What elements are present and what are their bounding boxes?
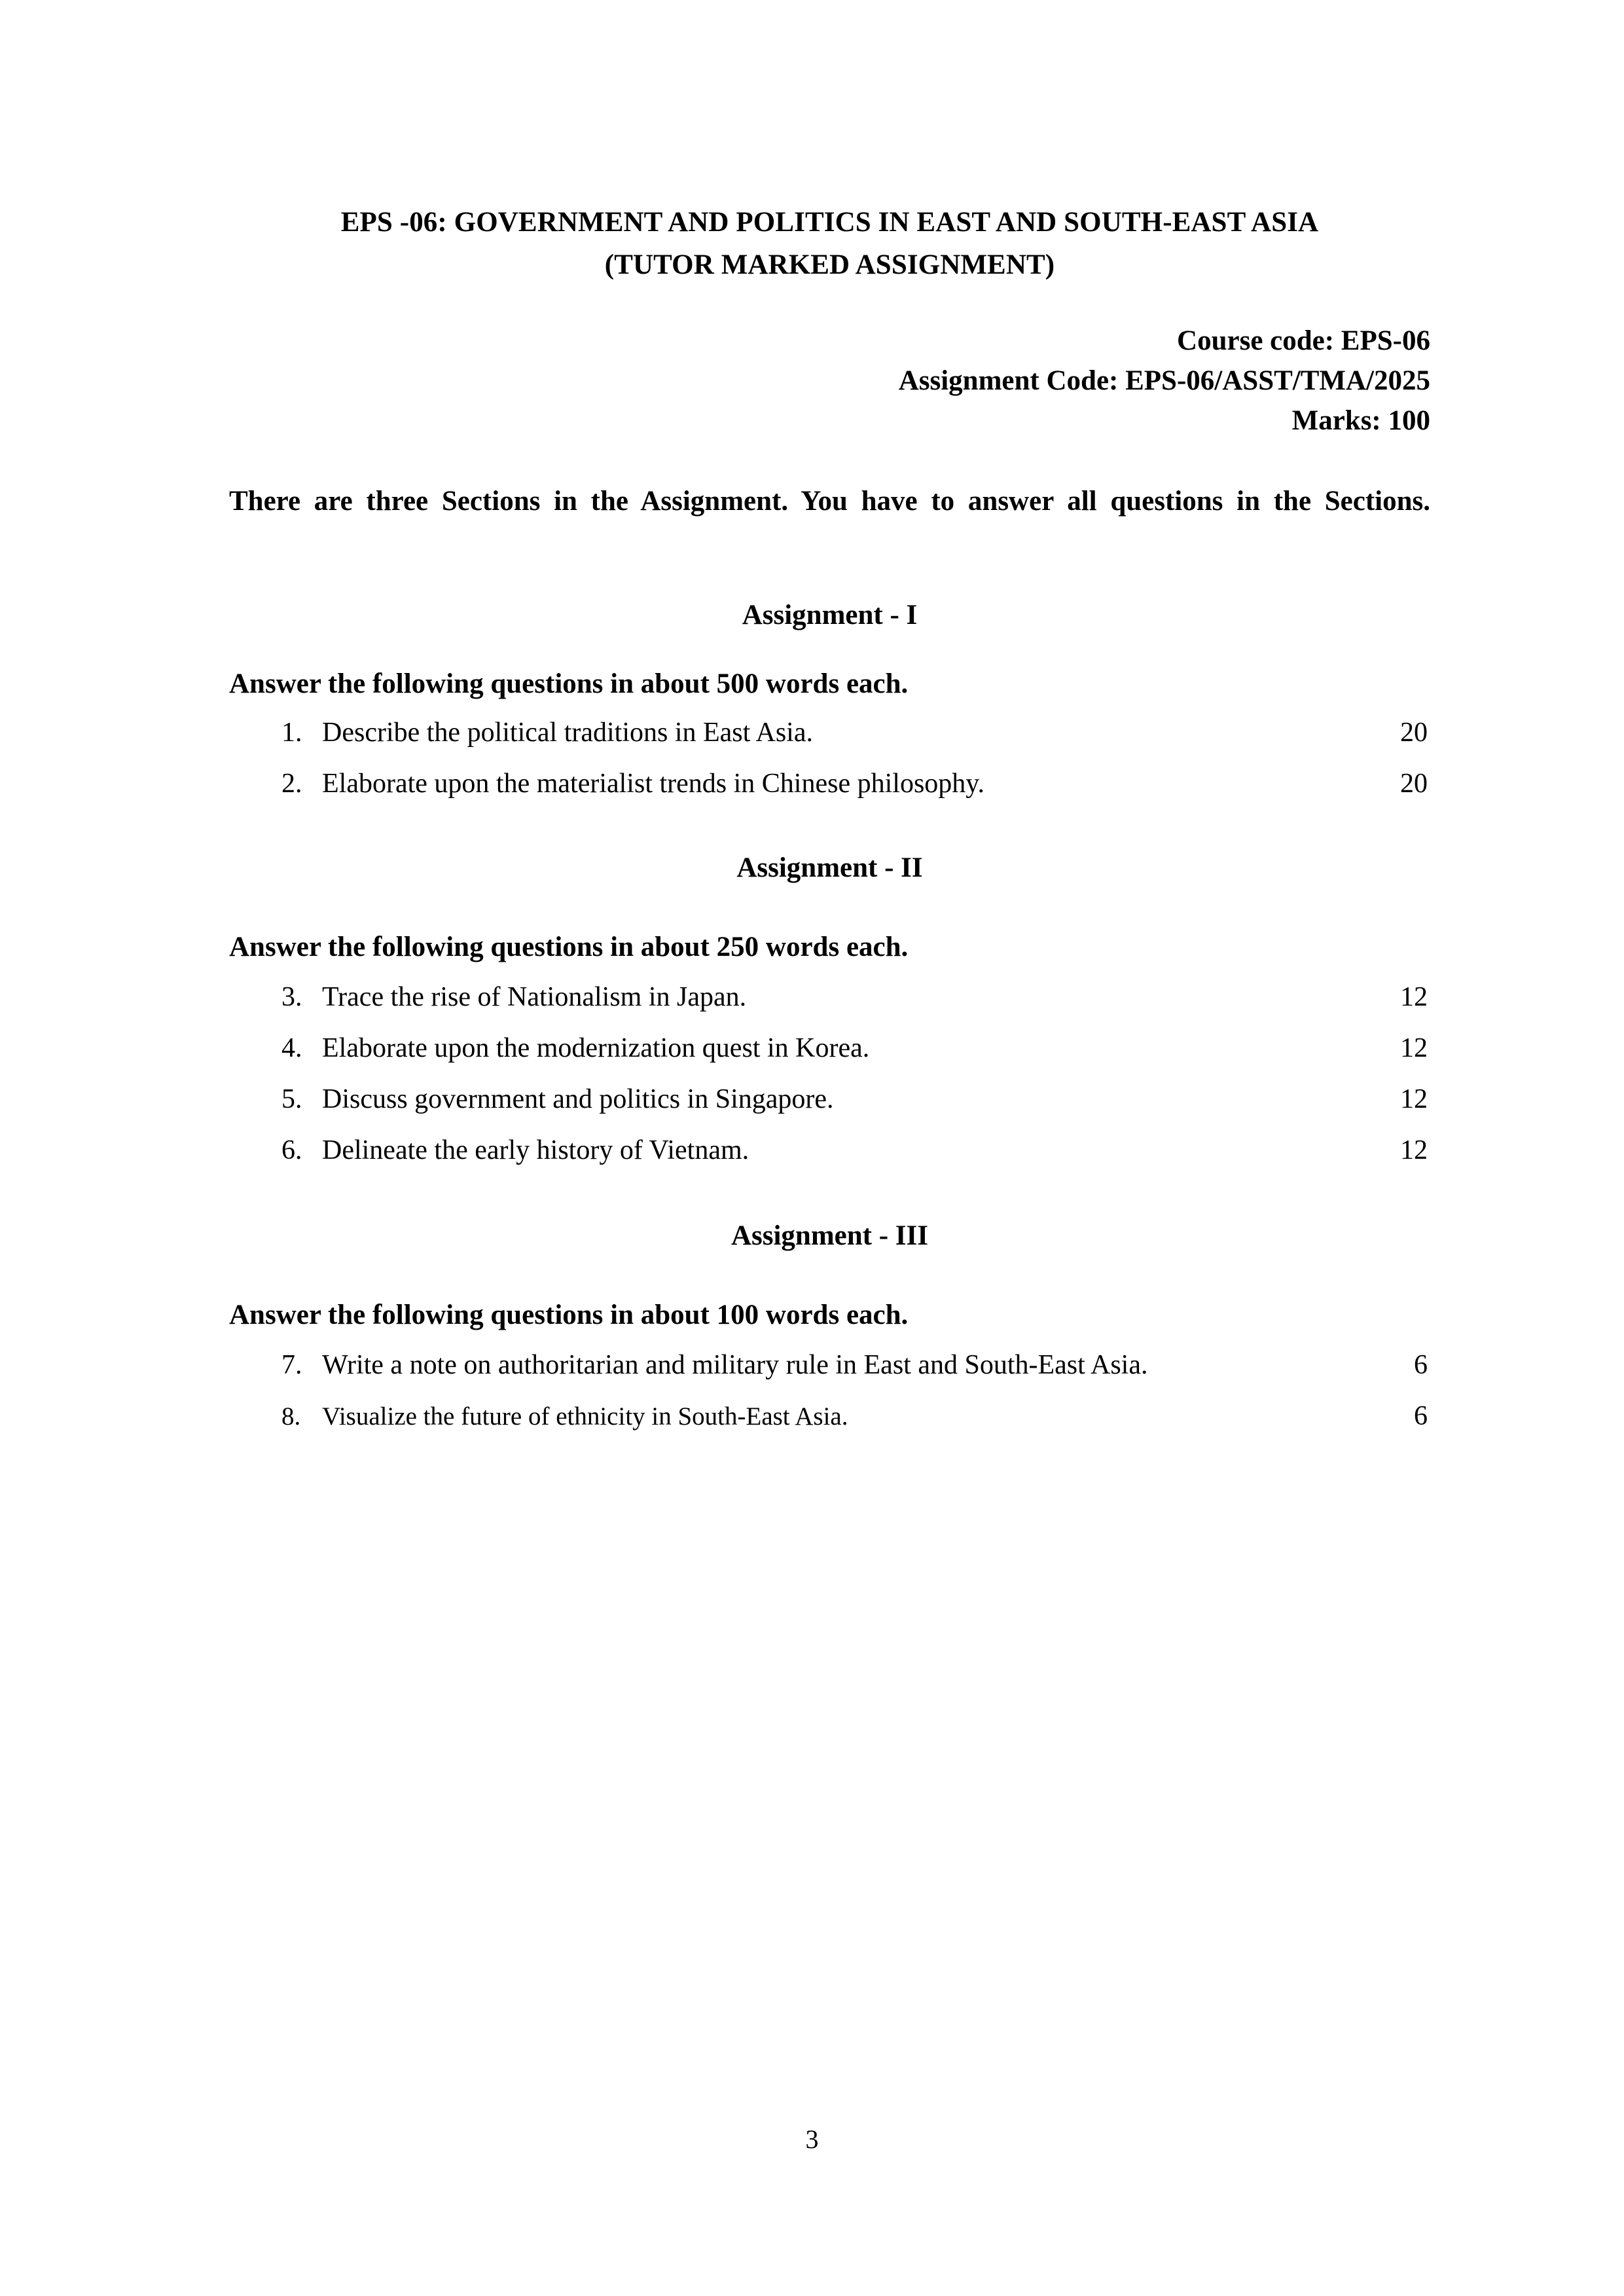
question-text: Describe the political traditions in East Asia. — [322, 718, 813, 748]
question-text: Discuss government and politics in Singapore. — [322, 1084, 834, 1115]
question-marks: 12 — [1400, 1033, 1428, 1064]
question-marks: 20 — [1400, 769, 1428, 799]
question-marks: 12 — [1400, 982, 1428, 1013]
page-number: 3 — [805, 2124, 819, 2154]
question-row — [229, 719, 1430, 746]
question-number: 5. — [281, 1084, 302, 1115]
question-marks: 6 — [1414, 1401, 1428, 1432]
question-text: Elaborate upon the materialist trends in Chinese philosophy. — [322, 769, 985, 799]
section-prompt-1: Answer the following questions in about 500 words each. — [229, 668, 909, 700]
question-marks: 20 — [1400, 718, 1428, 748]
assignment-instructions: There are three Sections in the Assignment. You have to answer all questions in the Sections. — [229, 486, 1430, 517]
question-row — [229, 770, 1430, 797]
question-list-3 — [229, 1351, 1430, 1430]
assignment-meta-block — [229, 321, 1430, 441]
document-title-line-1: EPS -06: GOVERNMENT AND POLITICS IN EAST AND SOUTH-EAST ASIA — [340, 207, 1319, 238]
question-row — [229, 1085, 1430, 1113]
section-prompt-2: Answer the following questions in about 250 words each. — [229, 932, 909, 963]
section-heading-2: Assignment - II — [736, 852, 923, 884]
question-number: 8. — [281, 1402, 301, 1431]
section-heading-1: Assignment - I — [742, 600, 918, 631]
question-list-2 — [229, 983, 1430, 1164]
question-row — [229, 1402, 1430, 1430]
question-text: Elaborate upon the modernization quest in Korea. — [322, 1033, 870, 1064]
question-number: 2. — [281, 769, 302, 799]
page-content — [229, 0, 1430, 1430]
question-number: 4. — [281, 1033, 302, 1064]
question-marks: 12 — [1400, 1135, 1428, 1166]
total-marks: Marks: 100 — [1291, 405, 1430, 437]
question-number: 7. — [281, 1350, 302, 1381]
section-prompt-3: Answer the following questions in about 100 words each. — [229, 1300, 909, 1331]
question-marks: 12 — [1400, 1084, 1428, 1115]
question-text: Visualize the future of ethnicity in South-East Asia. — [322, 1402, 848, 1431]
question-text: Trace the rise of Nationalism in Japan. — [322, 982, 747, 1013]
question-list-1 — [229, 719, 1430, 797]
question-row — [229, 983, 1430, 1011]
question-marks: 6 — [1414, 1350, 1428, 1381]
question-row — [229, 1351, 1430, 1379]
question-row — [229, 1034, 1430, 1062]
question-number: 1. — [281, 718, 302, 748]
question-number: 3. — [281, 982, 302, 1013]
question-text: Delineate the early history of Vietnam. — [322, 1135, 749, 1166]
section-heading-3: Assignment - III — [731, 1220, 929, 1252]
question-text: Write a note on authoritarian and military rule in East and South-East Asia. — [322, 1350, 1148, 1381]
course-code: Course code: EPS-06 — [1177, 325, 1430, 356]
document-title-line-2: (TUTOR MARKED ASSIGNMENT) — [604, 249, 1055, 280]
question-row — [229, 1137, 1430, 1164]
question-number: 6. — [281, 1135, 302, 1166]
assignment-code: Assignment Code: EPS-06/ASST/TMA/2025 — [898, 365, 1430, 397]
